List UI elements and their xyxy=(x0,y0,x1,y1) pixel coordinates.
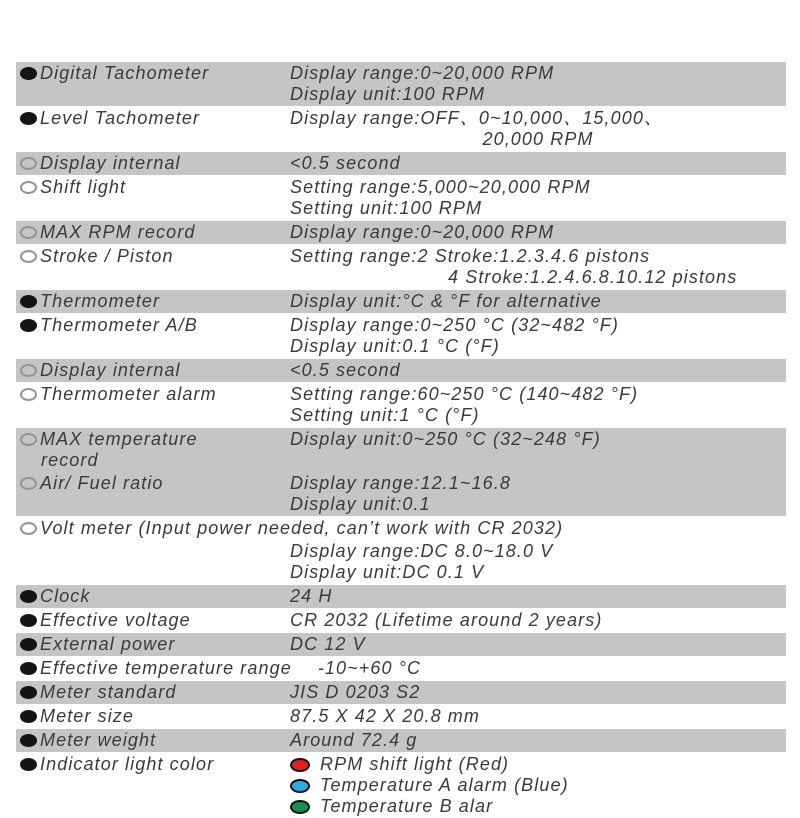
blue-indicator-dot-icon xyxy=(290,779,310,793)
value-line xyxy=(290,682,786,703)
value-text: Display range:0~250 °C (32~482 °F) xyxy=(290,315,619,335)
value-text: Setting unit:1 °C (°F) xyxy=(290,405,480,425)
value-text: <0.5 second xyxy=(290,153,401,173)
row-label xyxy=(16,359,290,382)
spec-row xyxy=(16,176,786,220)
row-label-text: Indicator light color xyxy=(40,754,215,774)
value-text: Setting range:60~250 °C (140~482 °F) xyxy=(290,384,639,404)
row-label-text: Shift light xyxy=(40,177,127,197)
spec-row xyxy=(16,609,786,632)
value-line xyxy=(290,562,786,583)
filled-bullet-icon xyxy=(20,590,37,603)
value-text: Display range:0~20,000 RPM xyxy=(290,63,555,83)
row-label-text: External power xyxy=(40,634,176,654)
row-values xyxy=(290,705,786,728)
row-values xyxy=(290,681,786,704)
filled-bullet-icon xyxy=(20,686,37,699)
value-text: CR 2032 (Lifetime around 2 years) xyxy=(290,610,603,630)
row-label xyxy=(16,657,292,680)
green-indicator-dot-icon xyxy=(290,800,310,814)
filled-bullet-icon xyxy=(20,614,37,627)
filled-bullet-icon xyxy=(20,734,37,747)
row-label xyxy=(16,472,290,516)
spec-row xyxy=(16,705,786,728)
row-label xyxy=(16,383,290,427)
value-text: Display range:DC 8.0~18.0 V xyxy=(290,541,554,561)
value-text: Temperature A alarm (Blue) xyxy=(320,775,569,795)
value-line xyxy=(290,129,786,150)
value-line xyxy=(290,315,786,336)
value-line xyxy=(290,586,786,607)
value-line xyxy=(290,291,786,312)
filled-bullet-icon xyxy=(20,319,37,332)
value-line xyxy=(290,754,786,775)
row-values xyxy=(290,221,786,244)
value-text: Setting unit:100 RPM xyxy=(290,198,483,218)
row-values xyxy=(290,383,786,427)
row-values xyxy=(290,609,786,632)
value-line xyxy=(318,658,421,679)
row-label-text: Thermometer A/B xyxy=(40,315,198,335)
row-values xyxy=(290,245,786,289)
hollow-bullet-icon xyxy=(20,226,37,239)
value-line xyxy=(290,336,786,357)
hollow-bullet-icon xyxy=(20,433,37,446)
row-values xyxy=(290,729,786,752)
hollow-bullet-icon xyxy=(20,157,37,170)
value-line xyxy=(290,63,786,84)
value-line xyxy=(290,153,786,174)
row-label-text: MAX RPM record xyxy=(40,222,196,242)
row-values xyxy=(290,62,786,106)
value-text: 20,000 RPM xyxy=(482,129,594,149)
value-line xyxy=(290,405,786,426)
row-label xyxy=(16,107,290,151)
value-text: <0.5 second xyxy=(290,360,401,380)
value-line xyxy=(290,108,786,129)
row-label xyxy=(16,585,290,608)
row-label xyxy=(16,428,290,472)
filled-bullet-icon xyxy=(20,710,37,723)
hollow-bullet-icon xyxy=(20,522,37,535)
spec-row xyxy=(16,152,786,175)
spec-row xyxy=(16,359,786,382)
value-line xyxy=(290,222,786,243)
value-line xyxy=(290,267,786,288)
row-label-text: Effective temperature range xyxy=(40,658,292,678)
hollow-bullet-icon xyxy=(20,181,37,194)
value-line xyxy=(290,360,786,381)
red-indicator-dot-icon xyxy=(290,758,310,772)
row-values xyxy=(290,428,786,472)
spec-row xyxy=(16,633,786,656)
row-label-text: Effective voltage xyxy=(40,610,191,630)
spec-row xyxy=(16,657,786,680)
value-text: RPM shift light (Red) xyxy=(320,754,510,774)
value-text: Display range:OFF、0~10,000、15,000、 xyxy=(290,108,664,128)
row-values xyxy=(290,152,786,175)
value-text: 24 H xyxy=(290,586,333,606)
value-line xyxy=(290,610,786,631)
row-values xyxy=(290,540,786,584)
value-line xyxy=(290,775,786,796)
spec-table xyxy=(16,62,786,818)
value-text: Display unit:°C & °F for alternative xyxy=(290,291,602,311)
row-label xyxy=(16,221,290,244)
row-values xyxy=(290,314,786,358)
spec-row xyxy=(16,729,786,752)
row-label xyxy=(16,729,290,752)
value-line xyxy=(290,541,786,562)
row-values xyxy=(290,290,786,313)
value-line xyxy=(290,246,786,267)
value-line xyxy=(290,429,786,450)
row-label-text: Display internal xyxy=(40,153,181,173)
spec-row xyxy=(16,245,786,289)
value-line xyxy=(290,473,786,494)
row-values xyxy=(290,472,786,516)
row-label xyxy=(16,609,290,632)
row-label-text: MAX temperature xyxy=(40,429,198,449)
row-label-text: Display internal xyxy=(40,360,181,380)
value-text: Display unit:0~250 °C (32~248 °F) xyxy=(290,429,601,449)
spec-row xyxy=(16,517,786,584)
row-label-text: Meter weight xyxy=(40,730,157,750)
row-label xyxy=(16,176,290,220)
filled-bullet-icon xyxy=(20,758,37,771)
value-text: Display range:12.1~16.8 xyxy=(290,473,511,493)
row-label-text: Air/ Fuel ratio xyxy=(40,473,164,493)
value-text: Setting range:5,000~20,000 RPM xyxy=(290,177,591,197)
value-text: Temperature B alar xyxy=(320,796,494,816)
value-text: Display unit:100 RPM xyxy=(290,84,486,104)
value-text: Around 72.4 g xyxy=(290,730,418,750)
spec-row xyxy=(16,585,786,608)
row-label-text: Clock xyxy=(40,586,91,606)
value-line xyxy=(290,84,786,105)
value-line xyxy=(290,198,786,219)
row-label xyxy=(16,62,290,106)
filled-bullet-icon xyxy=(20,295,37,308)
row-label-text: Digital Tachometer xyxy=(40,63,210,83)
row-label-text-line2: record xyxy=(41,450,99,470)
spec-row xyxy=(16,753,786,818)
filled-bullet-icon xyxy=(20,662,37,675)
spec-row xyxy=(16,681,786,704)
spec-row xyxy=(16,472,786,516)
value-text: DC 12 V xyxy=(290,634,366,654)
spec-row xyxy=(16,428,786,472)
spec-row xyxy=(16,290,786,313)
row-values xyxy=(290,107,786,151)
row-label xyxy=(16,152,290,175)
value-text: 4 Stroke:1.2.4.6.8.10.12 pistons xyxy=(448,267,738,287)
value-text: Display range:0~20,000 RPM xyxy=(290,222,555,242)
filled-bullet-icon xyxy=(20,638,37,651)
value-text: Display unit:0.1 °C (°F) xyxy=(290,336,500,356)
row-label-text: Meter size xyxy=(40,706,135,726)
spec-row xyxy=(16,314,786,358)
filled-bullet-icon xyxy=(20,67,37,80)
row-label-text: Thermometer alarm xyxy=(40,384,217,404)
hollow-bullet-icon xyxy=(20,388,37,401)
row-label-text: Thermometer xyxy=(40,291,161,311)
row-label xyxy=(16,681,290,704)
value-line xyxy=(290,494,786,515)
row-label xyxy=(16,517,786,540)
row-values xyxy=(290,753,786,818)
row-label-text: Level Tachometer xyxy=(40,108,201,128)
row-values xyxy=(290,585,786,608)
hollow-bullet-icon xyxy=(20,364,37,377)
row-label xyxy=(16,633,290,656)
row-label-text: Meter standard xyxy=(40,682,177,702)
spec-row xyxy=(16,107,786,151)
row-label xyxy=(16,314,290,358)
hollow-bullet-icon xyxy=(20,477,37,490)
hollow-bullet-icon xyxy=(20,250,37,263)
value-line xyxy=(290,796,786,817)
row-label-text: Stroke / Piston xyxy=(40,246,174,266)
value-text: -10~+60 °C xyxy=(317,658,422,678)
value-line xyxy=(290,730,786,751)
value-text: 87.5 X 42 X 20.8 mm xyxy=(290,706,480,726)
row-values xyxy=(318,657,421,680)
value-line xyxy=(290,706,786,727)
row-label-text: Volt meter (Input power needed, can’t work with CR 2032) xyxy=(40,518,564,538)
spec-row xyxy=(16,383,786,427)
value-text: JIS D 0203 S2 xyxy=(290,682,421,702)
value-line xyxy=(290,634,786,655)
row-values xyxy=(290,633,786,656)
value-line xyxy=(290,384,786,405)
spec-row xyxy=(16,62,786,106)
row-values xyxy=(290,176,786,220)
value-text: Display unit:DC 0.1 V xyxy=(290,562,485,582)
row-label xyxy=(16,245,290,289)
row-values xyxy=(290,359,786,382)
value-text: Display unit:0.1 xyxy=(290,494,431,514)
filled-bullet-icon xyxy=(20,112,37,125)
row-label xyxy=(16,753,290,818)
row-label xyxy=(16,290,290,313)
row-label xyxy=(16,705,290,728)
value-text: Setting range:2 Stroke:1.2.3.4.6 pistons xyxy=(290,246,651,266)
spec-row xyxy=(16,221,786,244)
value-line xyxy=(290,177,786,198)
